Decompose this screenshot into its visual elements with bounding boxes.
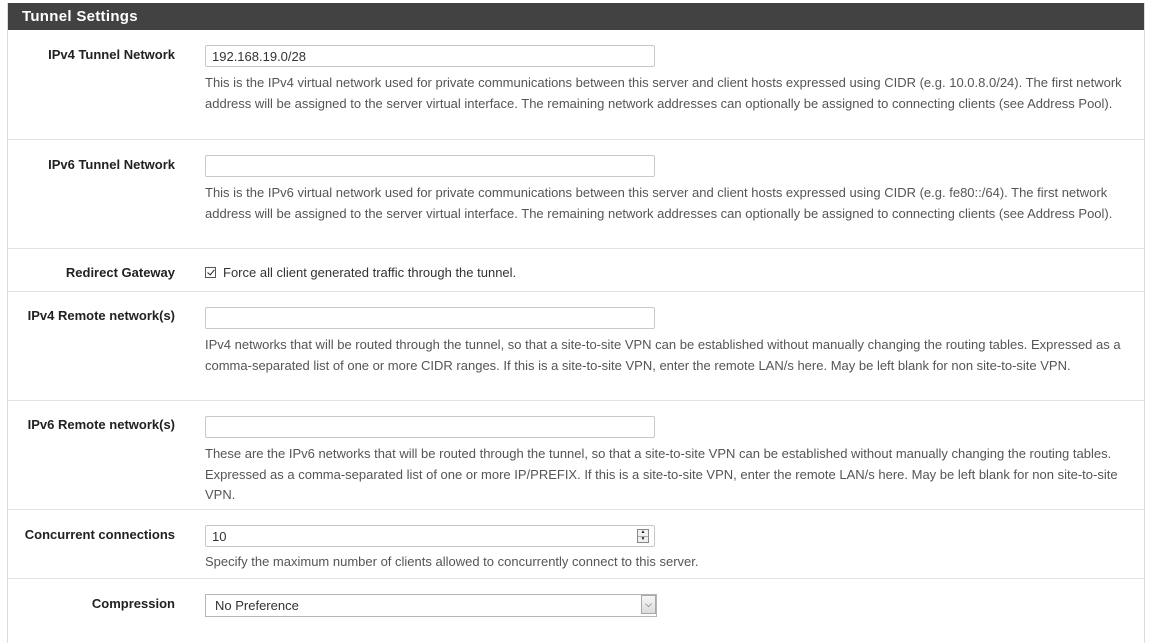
ipv6-remote-networks-help: These are the IPv6 networks that will be routed through the tunnel, so that a site-to-site VPN can be established without manually changing the routing tables. Expressed as a comma-separated list of one or more IP/PREFIX. If this is a site-to-site VPN, enter the remote LAN/s here. May be left blank for non site-to-site VPN. bbox=[205, 446, 1118, 502]
ipv6-remote-networks-input[interactable] bbox=[205, 416, 655, 438]
ipv4-remote-networks-row bbox=[8, 292, 1144, 401]
redirect-gateway-row bbox=[8, 249, 1144, 292]
spinner-up-icon[interactable]: ▲ bbox=[638, 530, 648, 537]
redirect-gateway-checkbox[interactable] bbox=[205, 267, 216, 278]
ipv4-remote-networks-help: IPv4 networks that will be routed through the tunnel, so that a site-to-site VPN can be established without manually changing the routing tables. Expressed as a comma-separated list of one or more CIDR ranges. If this is a site-to-site VPN, enter the remote LAN/s here. May be left blank for non site-to-site VPN. bbox=[205, 337, 1121, 373]
ipv6-remote-networks-label: IPv6 Remote network(s) bbox=[27, 417, 175, 432]
concurrent-connections-help: Specify the maximum number of clients allowed to concurrently connect to this server. bbox=[205, 554, 699, 569]
ipv6-tunnel-network-help: This is the IPv6 virtual network used for private communications between this server and client hosts expressed using CIDR (e.g. fe80::/64). The first network address will be assigned to the server virtual interface. The remaining network addresses can optionally be assigned to connecting clients (see Address Pool). bbox=[205, 185, 1113, 221]
concurrent-connections-row bbox=[8, 510, 1144, 579]
compression-select[interactable] bbox=[205, 594, 657, 617]
ipv4-tunnel-network-help: This is the IPv4 virtual network used for private communications between this server and client hosts expressed using CIDR (e.g. 10.0.8.0/24). The first network address will be assigned to the server virtual interface. The remaining network addresses can optionally be assigned to connecting clients (see Address Pool). bbox=[205, 75, 1122, 111]
tunnel-settings-panel bbox=[7, 3, 1145, 643]
panel-title: Tunnel Settings bbox=[8, 3, 1144, 30]
quantity-stepper[interactable] bbox=[637, 529, 649, 543]
concurrent-connections-input[interactable] bbox=[205, 525, 655, 547]
ipv6-tunnel-network-input[interactable] bbox=[205, 155, 655, 177]
ipv6-tunnel-network-label: IPv6 Tunnel Network bbox=[48, 157, 175, 172]
ipv6-tunnel-network-row bbox=[8, 140, 1144, 249]
redirect-gateway-check-label[interactable]: Force all client generated traffic through the tunnel. bbox=[223, 265, 517, 280]
concurrent-connections-label: Concurrent connections bbox=[24, 527, 175, 542]
chevron-down-icon[interactable]: ⌵ bbox=[641, 595, 656, 614]
ipv4-tunnel-network-label: IPv4 Tunnel Network bbox=[48, 47, 175, 62]
ipv4-tunnel-network-row bbox=[8, 30, 1144, 140]
spinner-down-icon[interactable]: ▼ bbox=[640, 535, 646, 542]
ipv4-remote-networks-input[interactable] bbox=[205, 307, 655, 329]
compression-selected-value[interactable]: No Preference bbox=[205, 594, 657, 617]
ipv4-tunnel-network-input[interactable] bbox=[205, 45, 655, 67]
ipv4-remote-networks-label: IPv4 Remote network(s) bbox=[27, 308, 175, 323]
compression-row bbox=[8, 579, 1144, 639]
ipv6-remote-networks-row bbox=[8, 401, 1144, 510]
compression-label: Compression bbox=[91, 596, 175, 611]
redirect-gateway-label: Redirect Gateway bbox=[65, 265, 175, 280]
